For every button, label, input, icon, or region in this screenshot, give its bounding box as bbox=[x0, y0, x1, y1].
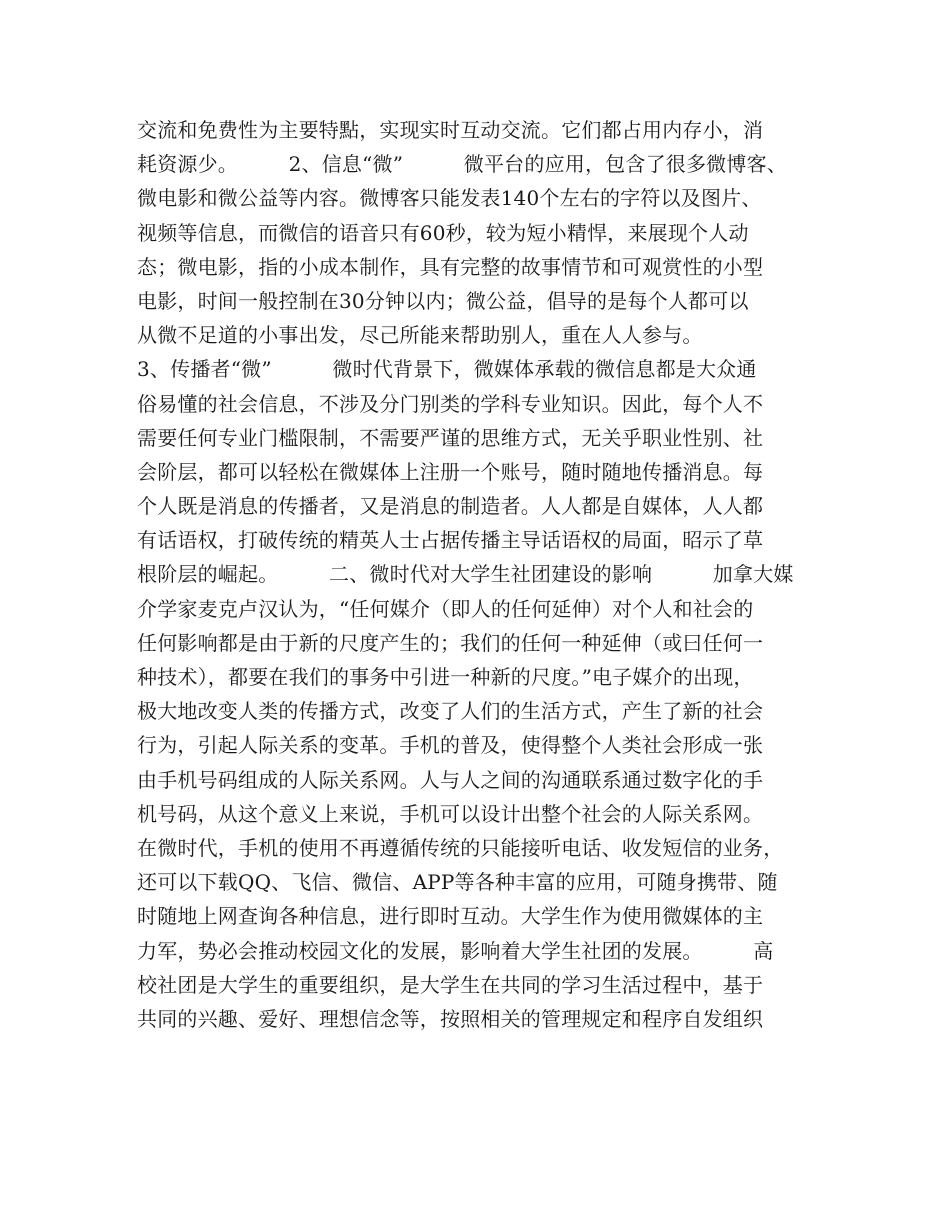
text-line-26: 校社团是大学生的重要组织，是大学生在共同的学习生活过程中，基于 bbox=[137, 972, 764, 997]
text-line-13: 有话语权，打破传统的精英人士占据传播主导话语权的局面，昭示了草 bbox=[137, 528, 764, 553]
text-line-4: 视频等信息，而微信的语音只有60秒，较为短小精悍，来展现个人动 bbox=[137, 220, 749, 245]
text-line-6: 电影，时间一般控制在30分钟以内；微公益，倡导的是每个人都可以 bbox=[137, 288, 749, 313]
text-line-24: 时随地上网查询各种信息，进行即时互动。大学生作为使用微媒体的主 bbox=[137, 904, 764, 929]
text-line-18: 极大地改变人类的传播方式，改变了人们的生活方式，产生了新的社会 bbox=[137, 699, 764, 724]
text-line-12: 个人既是消息的传播者，又是消息的制造者。人人都是自媒体，人人都 bbox=[137, 494, 764, 519]
text-line-2: 耗资源少。 2、信息“微” 微平台的应用，包含了很多微博客、 bbox=[137, 152, 787, 177]
text-line-15: 介学家麦克卢汉认为，“任何媒介（即人的任何延伸）对个人和社会的 bbox=[137, 596, 754, 621]
text-line-7: 从微不足道的小事出发，尽己所能来帮助别人，重在人人参与。 bbox=[137, 323, 703, 348]
text-line-20: 由手机号码组成的人际关系网。人与人之间的沟通联系通过数字化的手 bbox=[137, 767, 764, 792]
text-line-9: 俗易懂的社会信息，不涉及分门别类的学科专业知识。因此，每个人不 bbox=[137, 391, 764, 416]
text-line-3: 微电影和微公益等内容。微博客只能发表140个左右的字符以及图片、 bbox=[137, 186, 762, 211]
text-line-14: 根阶层的崛起。 二、微时代对大学生社团建设的影响 加拿大媒 bbox=[137, 562, 794, 587]
body-text bbox=[137, 113, 827, 1036]
text-line-10: 需要任何专业门槛限制，不需要严谨的思维方式，无关乎职业性别、社 bbox=[137, 425, 764, 450]
text-line-22: 在微时代，手机的使用不再遵循传统的只能接听电话、收发短信的业务， bbox=[137, 835, 784, 860]
text-line-1: 交流和免费性为主要特點，实现实时互动交流。它们都占用内存小，消 bbox=[137, 118, 764, 142]
text-line-8: 3、传播者“微” 微时代背景下，微媒体承载的微信息都是大众通 bbox=[137, 357, 757, 382]
text-line-17: 种技术），都要在我们的事务中引进一种新的尺度。”电子媒介的出现， bbox=[137, 665, 754, 689]
text-line-5: 态；微电影，指的小成本制作，具有完整的故事情节和可观赏性的小型 bbox=[137, 254, 764, 279]
text-line-21: 机号码，从这个意义上来说，手机可以设计出整个社会的人际关系网。 bbox=[137, 801, 764, 826]
text-line-19: 行为，引起人际关系的变革。手机的普及，使得整个人类社会形成一张 bbox=[137, 733, 764, 758]
text-line-23: 还可以下载QQ、飞信、微信、APP等各种丰富的应用，可随身携带、随 bbox=[137, 870, 778, 895]
text-line-16: 任何影响都是由于新的尺度产生的；我们的任何一种延伸（或曰任何一 bbox=[137, 630, 764, 655]
text-line-25: 力军，势必会推动校园文化的发展，影响着大学生社团的发展。 高 bbox=[137, 938, 774, 963]
text-line-11: 会阶层，都可以轻松在微媒体上注册一个账号，随时随地传播消息。每 bbox=[137, 459, 764, 484]
text-line-27: 共同的兴趣、爱好、理想信念等，按照相关的管理规定和程序自发组织 bbox=[137, 1006, 764, 1031]
